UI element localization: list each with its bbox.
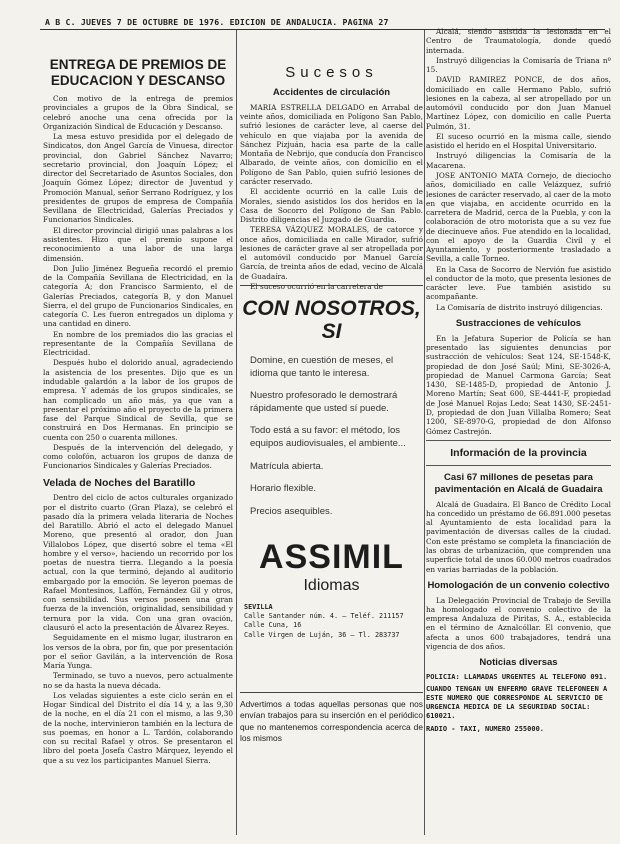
ad-brand-logo: ASSIMIL [259,538,404,577]
paragraph: Don Julio Jiménez Begueña recordó el premio de la Compañía Sevillana de Electricidad, en la categoría A; don Francisco Sarmiento, el de Galerías Preciados, categoría B, y don Manuel Sierra, el del grupo de Funcionarios Sindicales, en categoría C. Les fueron entregados un diploma y una cantidad en dinero. [43,263,233,329]
paragraph: Instruyó diligencias la Comisaría de la Macarena. [426,151,611,170]
article-title-convenio: Homologación de un convenio colectivo [427,579,610,591]
article-body-baratillo [43,493,233,765]
article-body-sucesos [240,103,423,291]
article-body-premios [43,94,233,471]
article-title-premios: ENTREGA DE PREMIOS DE EDUCACION Y DESCANSO [49,57,227,88]
paragraph: El accidente ocurrió en la calle Luis de Morales, siendo asistidos los dos heridos en la Casa de Socorro del Polígono de San Pablo. Distrito diligencias el Juzgado de Guardia. [240,187,423,225]
section-title-provincia: Información de la provincia [450,446,587,459]
ad-line: Todo está a su favor: el método, los equipos audiovisuales, el ambiente... [250,425,406,449]
column-2 [240,60,423,291]
article-body-alcala [426,500,611,574]
ad-address: Calle Virgen de Luján, 36 — Tl. 283737 [244,630,400,639]
article-body-convenio [426,596,611,652]
notice-radiotaxi: RADIO - TAXI, NUMERO 255000. [426,724,545,733]
paragraph: En la Casa de Socorro de Nervión fue asistido el conductor de la moto, que presenta lesiones de carácter leve. Fue también asistido su acompañante. [426,264,611,302]
paragraph: Después hubo el dolorido anual, agradeciendo la asistencia de los presentes. Dijo que es un indudable galardón a la labor de los grupos de empresa. Y además de los grupos sindicales, se han complicado un año más, ya que van a presentar el próximo año el proyecto de la primera fase del Parque Sindical de Sevilla, que se construirá en Dos Hermanas. En principio se cuenta con 250 o cuarenta millones. [43,358,233,442]
ad-brand-subtitle: Idiomas [303,577,360,595]
assimil-advertisement [240,285,423,686]
column-divider-2 [424,30,425,835]
paragraph: Terminado, se tuvo a nuevos, pero actualmente no se da hasta la nueva década. [43,671,233,690]
section-title-noticias: Noticias diversas [479,657,558,669]
paragraph: En la Jefatura Superior de Policía se han presentado las siguientes denuncias por sustracción de vehículos: Seat 124, SE-1548-K, propiedad de don José Saúl; Mini, SE-3026-A, propiedad de Manuel Carmona García; Seat 1430, SE-1485-D, propiedad de Antonio J. Moreno Martín; Seat 600, SE-4441-F, propiedad de José Manuel Rojas Ledo; Seat 1430, SE-2451-D, propiedad de don Juan Villalba Romero; Seat 1200, SE-8970-G, propiedad de don Alfonso Gómez Castrejón. [426,333,611,436]
column-divider-1 [236,30,237,835]
subsection-title-accidentes: Accidentes de circulación [272,87,391,98]
column-3 [426,27,611,837]
column-1 [43,55,233,835]
ad-line: Precios asequibles. [250,505,333,517]
section-title-sucesos: Sucesos [285,64,378,81]
ad-line: Matrícula abierta. [250,460,324,472]
notice-policia: POLICIA: LLAMADAS URGENTES AL TELEFONO 091. [426,673,608,682]
article-title-alcala: Casi 67 millones de pesetas para pavimentación en Alcalá de Guadaira [434,471,603,495]
paragraph: Alcalá, siendo asistida la lesionada en el Centro de Traumatología, donde quedó internada. [426,27,611,55]
paragraph: Seguidamente en el mismo lugar, ilustraron en los versos de la obra, por fin, que por presentación por el señor Gavilán, a la intervención de Rosa María Yunga. [43,633,233,671]
ad-line: Domine, en cuestión de meses, el idioma que tanto le interesa. [250,355,394,379]
article-body-sucesos-cont [426,27,611,312]
paragraph: MARIA ESTRELLA DELGADO en Arrabal de veinte años, domiciliada en Polígono San Pablo, sufrió lesiones de carácter leve, al caerse del vehículo en que viajaba por la avenida de Sánchez Pizjuán, hacia esa parte de la calle Montaña de Nebrijo, que conducía don Francisco Albarado, de veinte años, con domicilio en el Polígono de San Pablo, quien sufrió lesiones de carácter reservado. [240,102,423,186]
paragraph: La Delegación Provincial de Trabajo de Sevilla ha homologado el convenio colectivo de la empresa Andaluza de Piritas, S. A., establecida en el término de Aznalcóllar. El convenio, que afecta a unos 600 trabajadores, tendrá una vigencia de dos años. [426,595,611,651]
paragraph: La mesa estuvo presidida por el delegado de Sindicatos, don Angel García de Vinuesa, director provincial, don Gabriel Sánchez Navarro; secretario provincial, don Joaquín López; el director del Secretariado de Asuntos Sociales, don Joaquín Gómez López; director de Juventud y Promoción Manual, señor Serrano Rodríguez, y los presidentes de grupos de empresa de Compañía Sevillana de Electricidad, Galerías Preciados y Funcionarios Sindicales. [43,132,233,225]
notice-box: Advertimos a todas aquellas personas que nos envían trabajos para su inserción en el periódico que no mantenemos correspondencia acerca de los mismos [240,692,423,844]
paragraph: Los veladas siguientes a este ciclo serán en el Hogar Sindical del Distrito el día 14 y, a las 9,30 de la noche, en el día 21 con el mismo, a las 9,30 de la noche, intervinieron también en la lectura de sus poemas, en honor a L. Tardón, colaborando con su recital Rafael y otros. Se presentaron el libro del poeta Josefa Castro Márquez, leyendo el que a su vez los participantes Manuel Sierra. [43,690,233,765]
paragraph: Alcalá de Guadaira. El Banco de Crédito Local ha concedido un préstamo de 66.891.000 pesetas al Ayuntamiento de esta localidad para la pavimentación de diversas calles de la ciudad. Con este préstamo se completa la financiación de las obras de urbanización, que comprenden una superficie total de unos 60.000 metros cuadrados en varias barriadas de la población. [426,499,611,574]
article-body-sustracciones [426,334,611,436]
ad-city: SEVILLA [244,603,273,612]
paragraph: Con motivo de la entrega de premios provinciales a grupos de la Obra Sindical, se celebró anoche una cena ofrecida por la Organización Sindical de Educación y Descanso. [43,94,233,131]
ad-line: Horario flexible. [250,483,316,495]
article-title-baratillo: Velada de Noches del Baratillo [43,476,196,489]
section-title-sustracciones: Sustracciones de vehículos [455,317,582,329]
paragraph: El suceso ocurrió en la misma calle, siendo asistido el herido en el Hospital Universitario. [426,131,611,151]
paragraph: TERESA VÁZQUEZ MORALES, de catorce y once años, domiciliada en calle Mirador, sufrió lesiones de carácter grave al ser atropellada por el automóvil conducido por Manuel García García, de treinta años de edad, vecino de Alcalá de Guadaíra. [240,225,423,281]
paragraph: En nombre de los premiados dio las gracias el representante de la Compañía Sevillana de Electricidad. [43,329,233,358]
paragraph: Dentro del ciclo de actos culturales organizado por el distrito cuarto (Gran Plaza), se celebró el pasado día la primera velada literaria de Noches del Baratillo. Abrió el acto el delegado Manuel Moreno, que presentó al orador, don Juan Villalobos López, que disertó sobre el tema «El hombre y el verso», haciendo un recorrido por los poetas de nuestra tierra. Llegando a la poesía actual, con la que terminó, dejando al auditorio embargado por la emoción. Se leyeron poemas de Rafael Montesinos, Laffón, Fernández Gil y otros, con sensibilidad. Sus versos poseen una gran fuerza de la invención, originalidad, sensibilidad y ternura por la vida. Con una gran ovación, clausuró el acto la presentación de Álvarez Reyes. [43,493,233,632]
paragraph: El suceso ocurrió en la carretera de [250,281,383,291]
paragraph: La Comisaría de distrito instruyó diligencias. [436,302,603,312]
section-rule [426,440,611,441]
paragraph: Después de la intervención del delegado, y como colofón, actuaron los grupos de danza de Funcionarios Sindicales y Galerías Preciados. [43,442,233,471]
page-header: A B C. JUEVES 7 DE OCTUBRE DE 1976. EDICION DE ANDALUCIA. PAGINA 27 [45,17,389,27]
ad-address: Calle Cuna, 16 [244,621,302,630]
section-rule [426,465,611,466]
paragraph: DAVID RAMIREZ PONCE, de dos años, domiciliado en calle Hermano Pablo, sufrió lesiones en la cabeza, al ser atropellado por un automóvil conducido por don Juan Manuel Martínez López, con domicilio en calle Puerta Pulmón, 31. [426,75,611,131]
ad-line: Nuestro profesorado le demostrará rápidamente que usted sí puede. [250,390,398,414]
paragraph: JOSE ANTONIO MATA Cornejo, de dieciocho años, domiciliado en calle Velázquez, sufrió lesiones de carácter reservado, al caer de la moto en que viajaba, en accidente ocurrido en la carretera de Madrid, cerca de la Puebla, y con la colaboración de otro motorista que a su vez fue de diecinueve años. Fue atendido en la localidad, con el apoyo de la Guardia Civil y el Ayuntamiento, y posteriormente trasladado a Sevilla, a calle Torneo. [426,170,611,264]
ad-headline: CON NOSOTROS, SI [242,297,421,343]
ad-address: Calle Santander núm. 4. — Teléf. 211157 [244,612,404,621]
notice-urgencia: CUANDO TENGAN UN ENFERMO GRAVE TELEFONEEN A ESTE NUMERO QUE CORRESPONDE AL SERVICIO DE URGENCIA MEDICA DE LA SEGURIDAD SOCIAL: 610021. [426,685,608,721]
paragraph: Instruyó diligencias la Comisaría de Triana nº 15. [426,55,611,75]
paragraph: El director provincial dirigió unas palabras a los asistentes. Hizo que el premio supone el reconocimiento a una labor de una larga dimensión. [43,225,233,263]
